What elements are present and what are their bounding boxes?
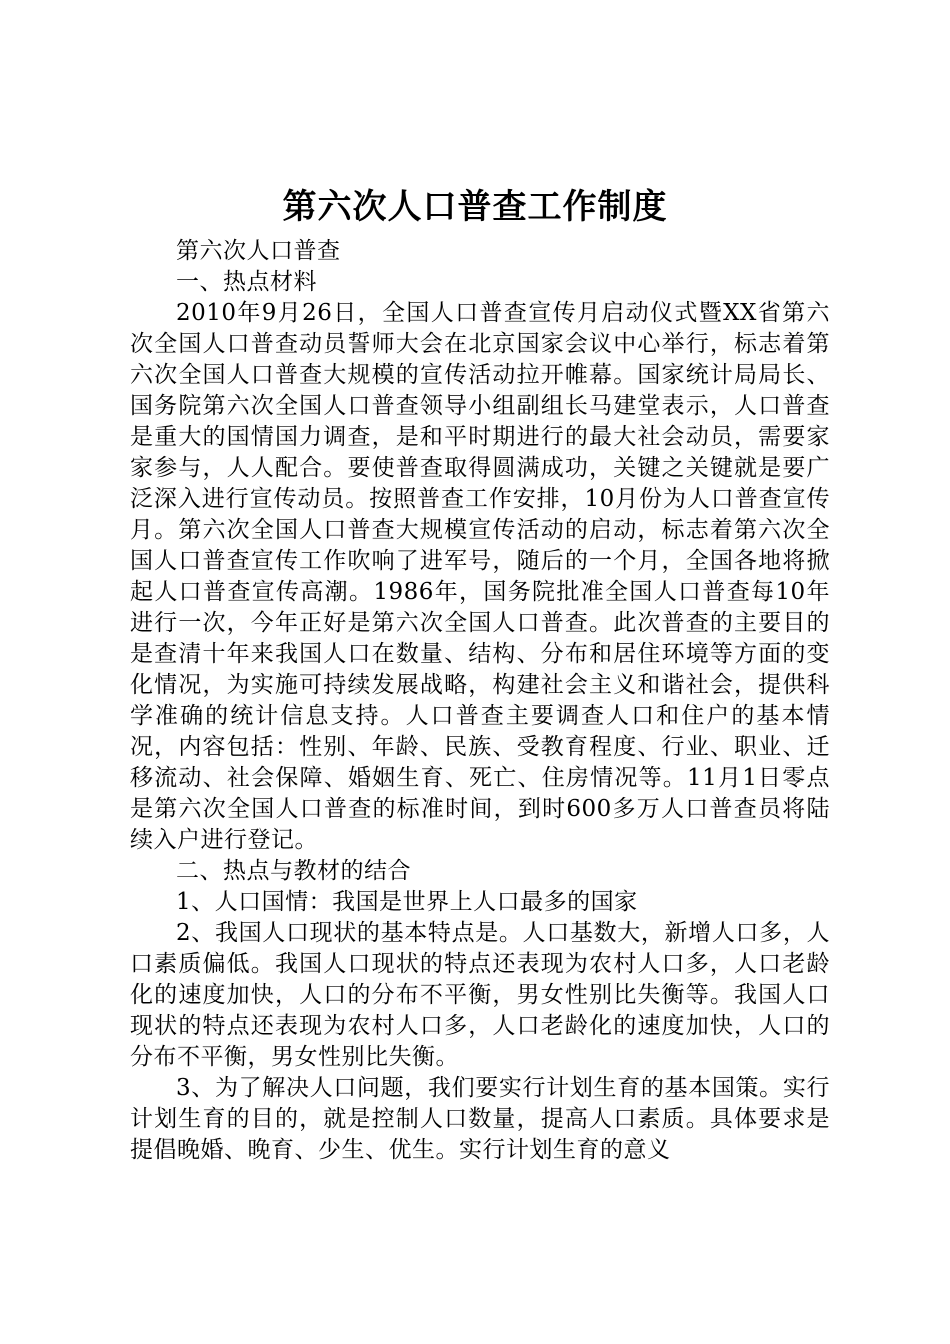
paragraph-heading-textbook-link: 二、热点与教材的结合 [176, 858, 411, 884]
document-title: 第六次人口普查工作制度 [282, 187, 668, 227]
document-body [130, 236, 830, 1166]
paragraph-point-2: 2、我国人口现状的基本特点是。人口基数大，新增人口多，人口素质偏低。我国人口现状的特点还表现为农村人口多，人口老龄化的速度加快，人口的分布不平衡，男女性别比失衡等。我国人口现状的特点还表现为农村人口多，人口老龄化的速度加快，人口的分布不平衡，男女性别比失衡。 [130, 920, 830, 1070]
paragraph-heading-hot-material: 一、热点材料 [176, 269, 317, 295]
paragraph-point-1: 1、人口国情：我国是世界上人口最多的国家 [176, 889, 638, 915]
paragraph-point-3: 3、为了解决人口问题，我们要实行计划生育的基本国策。实行计划生育的目的，就是控制人口数量，提高人口素质。具体要求是提倡晚婚、晚育、少生、优生。实行计划生育的意义 [130, 1075, 830, 1163]
paragraph-subtitle: 第六次人口普查 [176, 238, 341, 264]
paragraph-hot-material-text: 2010年9月26日，全国人口普查宣传月启动仪式暨XX省第六次全国人口普查动员誓师大会在北京国家会议中心举行，标志着第六次全国人口普查大规模的宣传活动拉开帷幕。国家统计局局长、国务院第六次全国人口普查领导小组副组长马建堂表示，人口普查是重大的国情国力调查，是和平时期进行的最大社会动员，需要家家参与，人人配合。要使普查取得圆满成功，关键之关键就是要广泛深入进行宣传动员。按照普查工作安排，10月份为人口普查宣传月。第六次全国人口普查大规模宣传活动的启动，标志着第六次全国人口普查宣传工作吹响了进军号，随后的一个月，全国各地将掀起人口普查宣传高潮。1986年，国务院批准全国人口普查每10年进行一次，今年正好是第六次全国人口普查。此次普查的主要目的是查清十年来我国人口在数量、结构、分布和居住环境等方面的变化情况，为实施可持续发展战略，构建社会主义和谐社会，提供科学准确的统计信息支持。人口普查主要调查人口和住户的基本情况，内容包括：性别、年龄、民族、受教育程度、行业、职业、迁移流动、社会保障、婚姻生育、死亡、住房情况等。11月1日零点是第六次全国人口普查的标准时间，到时600多万人口普查员将陆续入户进行登记。 [130, 300, 830, 853]
